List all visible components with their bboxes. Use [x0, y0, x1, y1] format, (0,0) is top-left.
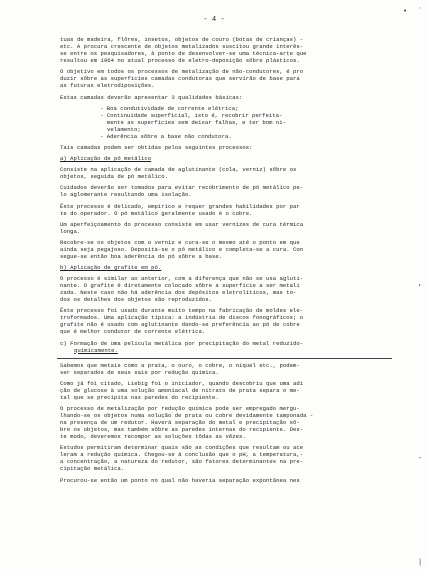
text-line: c) Formação de uma película metálica por precipitação do metal reduzido-	[60, 339, 304, 347]
section-b-body	[60, 275, 390, 335]
text-line: te do operador. O pó metálico geralmente usado é o cobre.	[60, 209, 253, 217]
text-line: leram a redução química. Chegou-se à conclusão que o pH, a temperatura,-	[60, 451, 304, 459]
text-line: mente as superfícies sem deixar falhas, e ter bom ni-	[107, 118, 286, 126]
text-line: grafite não é usado com aglutinante dando-se preferência ao pó de cobre	[60, 321, 300, 329]
text-line: te modo, deveremos recompor as soluções tôdas as vêzes.	[60, 433, 246, 441]
text-line: - Boa condutividade de corrente elétrica;	[100, 104, 239, 112]
text-line: Como já foi citado, Liebig foi o iniciador, quando descobriu que uma adi	[60, 379, 304, 387]
paragraph	[60, 405, 390, 440]
text-line: Procurou-se então um ponto no qual não haveria separação expontânea nes	[60, 476, 300, 484]
text-line: O processo é similar ao anterior, com a diferença que não se usa agluti-	[60, 274, 304, 282]
text-line: lo aglomerante resultando uma isolação.	[60, 191, 192, 199]
text-line: tal que se precipita nas paredes do recipiente.	[60, 393, 219, 401]
paragraph	[60, 307, 390, 335]
text-line: Consiste na aplicação de camada de aglutinante (cola, verniz) sôbre os	[60, 165, 297, 173]
intro-section	[60, 36, 390, 101]
text-line: se entre os pesquisadores, à ponto de desenvolver-se uma técnica-arte que	[60, 50, 307, 57]
paragraph	[60, 203, 390, 217]
text-line: Estudos permitiram determinar quais são as condições que resultam ou ace	[60, 444, 304, 452]
text-line: Cuidados deverão ser tomados para evitar recobrimento de pó metálico pe-	[60, 184, 304, 192]
paragraph	[60, 239, 390, 260]
page-number: - 4 -	[203, 16, 225, 24]
paragraph	[60, 221, 390, 235]
paragraph	[60, 275, 390, 303]
paragraph	[60, 166, 390, 180]
paragraph	[60, 444, 390, 472]
margin-mark: ,	[418, 280, 423, 288]
document-body	[60, 36, 390, 488]
text-line: as futuras eletrodiposições.	[60, 82, 155, 90]
text-line: ainda seja pegajoso. Deposita-se o pó metálico e completa-se a cura. Con	[60, 246, 304, 254]
text-line: - Aderência sôbre a base não condutora.	[100, 132, 232, 140]
list-item	[100, 105, 390, 112]
paragraph	[60, 36, 390, 64]
margin-mark: -	[418, 455, 423, 463]
text-line: tuas de madeira, flôres, insetos, objetos de couro (botas de crianças) -	[60, 36, 304, 43]
text-line: que é melhor condutor de corrente elétrica.	[60, 328, 206, 336]
text-line: zada. Neste caso não há aderência dos depósitos eletrolíticos, mas to-	[60, 288, 297, 296]
section-heading-b: b) Aplicação de grafite em pó.	[60, 264, 162, 272]
text-line: O processo de metalização por redução química pode ser empregado mergu-	[60, 405, 300, 413]
margin-mark: |	[418, 559, 423, 567]
text-line: troformados. Uma aplicação típica: a indústria de discos fonográficos; o	[60, 314, 304, 322]
text-line: velamento;	[107, 125, 141, 133]
paragraph	[60, 477, 390, 484]
text-line: a concentração, a natureza do redutor, são fatores determinantes na pre-	[60, 458, 304, 466]
text-line: Recobre-se os objetos com o verniz e cura-se o mesmo até o ponto em que	[60, 239, 300, 247]
paragraph	[60, 68, 390, 89]
list-item	[100, 112, 390, 133]
text-line: resultou em 1964 no atual processo de eletro-deposição sôbre plásticos.	[60, 57, 300, 64]
qualities-list	[60, 105, 390, 140]
text-line: - Continuidade superficial, isto é, recobrir perfeita-	[100, 111, 283, 119]
text-line: duzir sôbre as superfícies camadas condutoras que servirão de base para	[60, 75, 300, 83]
text-line: na presença de um redutor. Haverá separação do metal e precipitação sô-	[60, 419, 300, 427]
paragraph	[60, 184, 390, 198]
text-line: Estas camadas deverão apresentar 3 qualidades básicas:	[60, 93, 243, 101]
text-line: nante. O grafite é diretamente colocado sôbre a superfície a ser metali	[60, 281, 300, 289]
list-item	[100, 133, 390, 140]
text-line: bre os objetos, mas também sôbre as paredes internas do recipiente. Des-	[60, 426, 304, 434]
paragraph	[60, 380, 390, 401]
section-c-body	[60, 362, 390, 484]
divider	[57, 358, 392, 359]
section-heading-c	[60, 340, 390, 354]
text-line: Êste processo é delicado, empírico e requer grandes habilidades por par	[60, 202, 300, 210]
paragraph	[60, 94, 390, 101]
section-heading-a: a) Aplicação de pó metálico	[60, 155, 152, 163]
section-a-body	[60, 166, 390, 260]
text-line: Tais camadas podem ser obtidas pelos seguintes processos:	[60, 144, 253, 152]
text-line: cipitação metálica.	[60, 465, 125, 473]
corner-mark: •	[403, 8, 408, 16]
corner-mark: `	[418, 8, 423, 16]
paragraph	[60, 144, 390, 151]
paragraph	[60, 362, 390, 376]
text-line: ser separados de seus sais por redução química.	[60, 368, 219, 376]
text-line: objetos, seguida de pó metálico.	[60, 172, 169, 180]
text-line: longa.	[60, 227, 81, 235]
text-line: Um aperfeiçoamento do processo consiste em usar vernizes de cura térmica	[60, 220, 304, 228]
text-line: Êste processo foi usado durante muito tempo na fabricação de moldes ele-	[60, 307, 304, 315]
text-line: quimicamente.	[74, 346, 118, 354]
text-line: segue-se então boa aderência do pó sôbre a base.	[60, 253, 223, 261]
text-line: dos os detalhes dos objetos são reproduzidos.	[60, 295, 212, 303]
text-line: O objetivo em todos os processos de metalização de não-condutores, é pro	[60, 68, 304, 76]
text-line: Sabemos que metais como a prata, o ouro, o cobre, o níquel etc., podem-	[60, 361, 300, 369]
text-line: ção de glucose à uma solução amoniacal de nitrato de prata separa o me-	[60, 386, 300, 394]
text-line: lhando-se os objetos numa solução de prata ou cobre devidamente tamponada -	[60, 412, 314, 420]
text-line: etc. A procura crescente de objetos metalizados suscitou grande interês-	[60, 43, 304, 50]
